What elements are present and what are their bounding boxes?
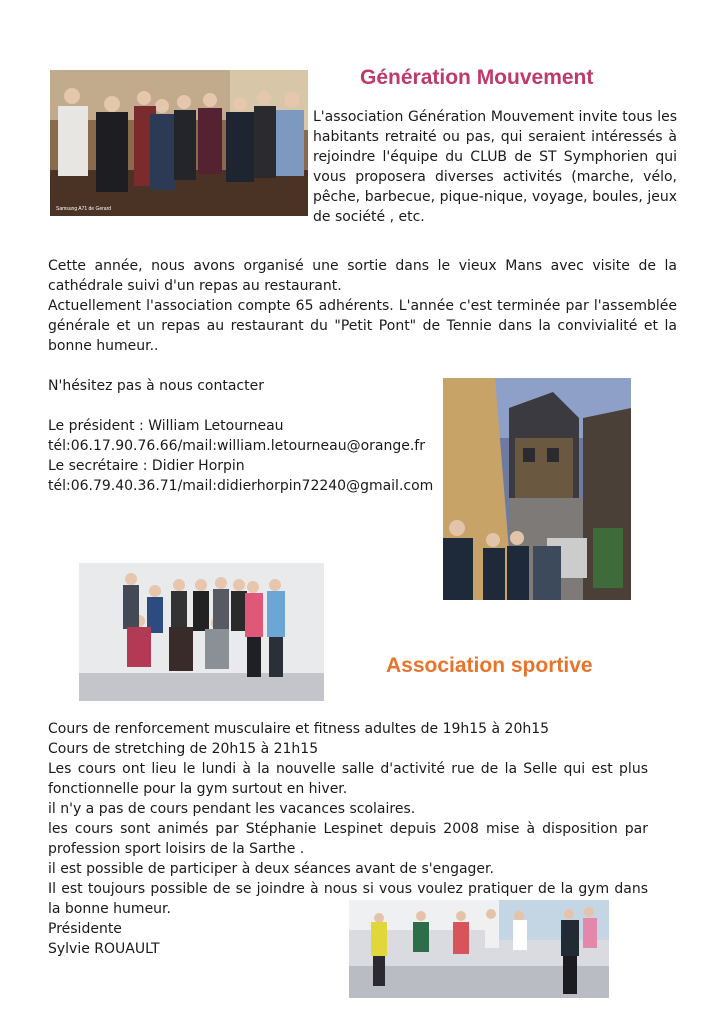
signature-name: Sylvie ROUAULT <box>48 941 160 957</box>
members-paragraph: Actuellement l'association compte 65 adhérents. L'année c'est terminée par l'assemblée générale et un repas au restaurant du "Petit Pont" de Tennie dans la convivialité et la bonne humeur.. <box>48 298 677 354</box>
section-title-association-sportive: Association sportive <box>386 654 593 677</box>
secretary-contact[interactable]: tél:06.79.40.36.71/mail:didierhorpin72240@gmail.com <box>48 478 434 494</box>
trial-line: il est possible de participer à deux séances avant de s'engager. <box>48 861 494 877</box>
holidays-line: il n'y a pas de cours pendant les vacances scolaires. <box>48 801 416 817</box>
club-group-photo <box>50 70 308 216</box>
secretary-label: Le secrétaire : Didier Horpin <box>48 458 245 474</box>
gym-session-photo <box>349 900 609 998</box>
signature-role: Présidente <box>48 921 122 937</box>
president-contact[interactable]: tél:06.17.90.76.66/mail:william.letourneau@orange.fr <box>48 438 425 454</box>
contact-intro: N'hésitez pas à nous contacter <box>48 378 264 394</box>
contact-block <box>48 416 448 496</box>
join-paragraph: Il est toujours possible de se joindre à nous si vous voulez pratiquer de la gym dans la bonne humeur. <box>48 881 648 917</box>
course-line-fitness: Cours de renforcement musculaire et fitness adultes de 19h15 à 20h15 <box>48 721 550 737</box>
instructor-paragraph: les cours sont animés par Stéphanie Lespinet depuis 2008 mise à disposition par profession sport loisirs de la Sarthe . <box>48 821 648 857</box>
outing-paragraph: Cette année, nous avons organisé une sortie dans le vieux Mans avec visite de la cathédrale suivi d'un repas au restaurant. <box>48 258 677 294</box>
president-label: Le président : William Letourneau <box>48 418 284 434</box>
intro-paragraph: L'association Génération Mouvement invite tous les habitants retraité ou pas, qui seraient intéressés à rejoindre l'équipe du CLUB de ST Symphorien qui vous proposera diverses activités (marche, vélo, pêche, barbecue, pique-nique, voyage, boules, jeux de société , etc. <box>313 109 677 225</box>
old-mans-street-photo <box>443 378 631 600</box>
gym-group-photo <box>79 563 324 701</box>
section-title-generation-mouvement: Génération Mouvement <box>360 66 594 89</box>
course-line-stretching: Cours de stretching de 20h15 à 21h15 <box>48 741 319 757</box>
photo-watermark: Samsung A71 de Gerard <box>56 206 112 212</box>
location-paragraph: Les cours ont lieu le lundi à la nouvelle salle d'activité rue de la Selle qui est plus fonctionnelle pour la gym surtout en hiver. <box>48 761 648 797</box>
